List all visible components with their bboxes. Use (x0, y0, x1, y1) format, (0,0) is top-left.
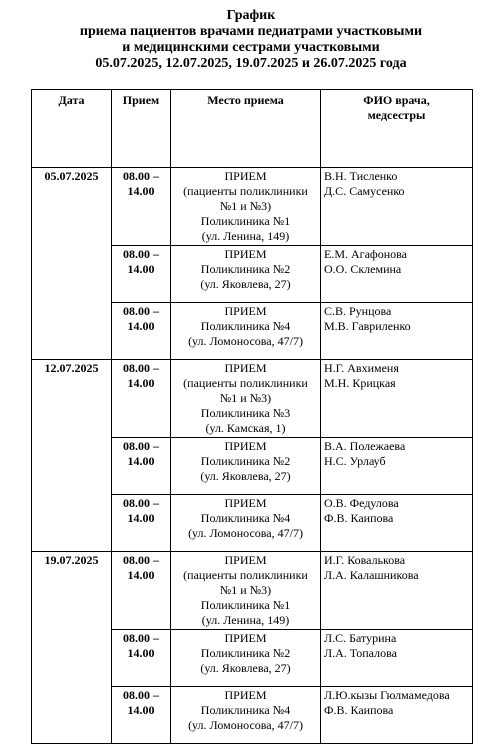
time-cell: 08.00 – 14.00 (112, 438, 171, 495)
place-cell: ПРИЕМ (пациенты поликлиники №1 и №3) Поликлиника №3 (ул. Камская, 1) (171, 360, 321, 438)
place-cell: ПРИЕМ (пациенты поликлиники №1 и №3) Поликлиника №1 (ул. Ленина, 149) (171, 552, 321, 630)
staff-cell: В.Н. Тисленко Д.С. Самусенко (321, 168, 473, 246)
table-row (32, 360, 473, 438)
title-line: и медицинскими сестрами участковыми (122, 40, 380, 55)
table-header-row (32, 90, 473, 168)
staff-cell: О.В. Федулова Ф.В. Каипова (321, 495, 473, 552)
staff-cell: Л.С. Батурина Л.А. Топалова (321, 630, 473, 687)
schedule-table (31, 89, 473, 744)
time-cell: 08.00 – 14.00 (112, 552, 171, 630)
time-cell: 08.00 – 14.00 (112, 360, 171, 438)
staff-cell: С.В. Рунцова М.В. Гавриленко (321, 303, 473, 360)
place-cell: ПРИЕМ Поликлиника №4 (ул. Ломоносова, 47/7) (171, 303, 321, 360)
date-cell: 12.07.2025 (32, 360, 112, 552)
time-cell: 08.00 – 14.00 (112, 630, 171, 687)
staff-cell: Л.Ю.кызы Гюлмамедова Ф.В. Каипова (321, 687, 473, 744)
time-cell: 08.00 – 14.00 (112, 303, 171, 360)
date-cell: 19.07.2025 (32, 552, 112, 744)
staff-cell: И.Г. Ковалькова Л.А. Калашникова (321, 552, 473, 630)
staff-cell: Е.М. Агафонова О.О. Склемина (321, 246, 473, 303)
header-place: Место приема (171, 90, 321, 168)
document-title (0, 8, 502, 72)
table-row (32, 552, 473, 630)
time-cell: 08.00 – 14.00 (112, 687, 171, 744)
title-line: 05.07.2025, 12.07.2025, 19.07.2025 и 26.07.2025 года (95, 56, 407, 71)
table-row (32, 168, 473, 246)
place-cell: ПРИЕМ Поликлиника №2 (ул. Яковлева, 27) (171, 630, 321, 687)
title-line: приема пациентов врачами педиатрами участковыми (79, 24, 423, 39)
header-time: Прием (112, 90, 171, 168)
place-cell: ПРИЕМ Поликлиника №2 (ул. Яковлева, 27) (171, 438, 321, 495)
place-cell: ПРИЕМ Поликлиника №2 (ул. Яковлева, 27) (171, 246, 321, 303)
staff-cell: В.А. Полежаева Н.С. Урлауб (321, 438, 473, 495)
title-line: График (226, 8, 276, 23)
time-cell: 08.00 – 14.00 (112, 246, 171, 303)
place-cell: ПРИЕМ Поликлиника №4 (ул. Ломоносова, 47/7) (171, 687, 321, 744)
date-cell: 05.07.2025 (32, 168, 112, 360)
time-cell: 08.00 – 14.00 (112, 495, 171, 552)
staff-cell: Н.Г. Авхименя М.Н. Крицкая (321, 360, 473, 438)
time-cell: 08.00 – 14.00 (112, 168, 171, 246)
header-date: Дата (32, 90, 112, 168)
header-staff: ФИО врача, медсестры (321, 90, 473, 168)
place-cell: ПРИЕМ Поликлиника №4 (ул. Ломоносова, 47/7) (171, 495, 321, 552)
place-cell: ПРИЕМ (пациенты поликлиники №1 и №3) Поликлиника №1 (ул. Ленина, 149) (171, 168, 321, 246)
